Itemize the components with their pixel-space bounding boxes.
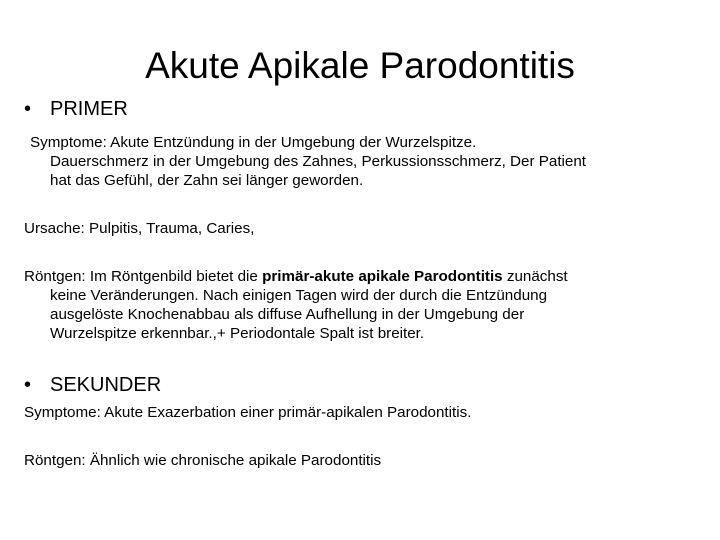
primer-symptome-line: Dauerschmerz in der Umgebung des Zahnes, Perkussionsschmerz, Der Patient (50, 153, 587, 170)
primer-symptome-line: hat das Gefühl, der Zahn sei länger geworden. (50, 172, 364, 189)
primer-roentgen-text: Röntgen: Im Röntgenbild bietet die (24, 268, 263, 285)
sekunder-roentgen-line: Röntgen: Ähnlich wie chronische apikale Parodontitis (24, 452, 382, 469)
primer-ursache-paragraph (24, 219, 696, 238)
sekunder-roentgen-paragraph (24, 451, 696, 470)
primer-symptome-line: Symptome: Akute Entzündung in der Umgebung der Wurzelspitze. (30, 134, 477, 151)
primer-roentgen-line (24, 267, 696, 286)
primer-roentgen-line: keine Veränderungen. Nach einigen Tagen wird der durch die Entzündung (50, 287, 548, 304)
slide-title: Akute Apikale Parodontitis (145, 45, 575, 86)
bullet-icon: • (24, 374, 32, 396)
bullet-icon: • (24, 98, 32, 120)
primer-roentgen-line: ausgelöste Knochenabbau als diffuse Aufhellung in der Umgebung der (50, 306, 525, 323)
bullet-heading-sekunder (24, 372, 161, 398)
primer-roentgen-text: zunächst (502, 268, 568, 285)
heading-sekunder-label: SEKUNDER (50, 374, 162, 396)
primer-ursache-line: Ursache: Pulpitis, Trauma, Caries, (24, 220, 255, 237)
primer-roentgen-paragraph (24, 267, 696, 343)
sekunder-symptome-paragraph (24, 403, 696, 422)
primer-roentgen-emphasis: primär-akute apikale Parodontitis (262, 268, 503, 285)
heading-primer-label: PRIMER (50, 98, 128, 120)
sekunder-symptome-line: Symptome: Akute Exazerbation einer primär-apikalen Parodontitis. (24, 404, 472, 421)
bullet-heading-primer (24, 96, 128, 122)
primer-symptome-paragraph (24, 133, 696, 190)
primer-roentgen-line: Wurzelspitze erkennbar.,+ Periodontale Spalt ist breiter. (50, 325, 425, 342)
